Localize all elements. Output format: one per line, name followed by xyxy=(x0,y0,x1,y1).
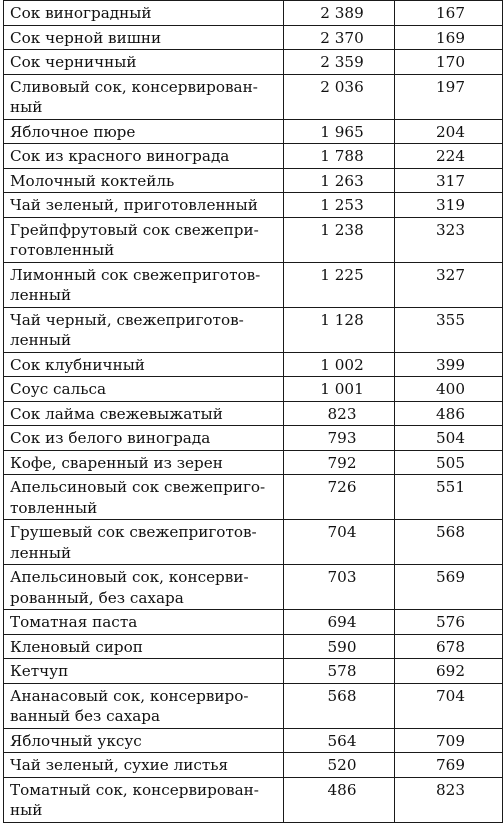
table-row xyxy=(4,50,503,75)
row-value: 1 263 xyxy=(284,168,395,193)
row-value: 590 xyxy=(284,634,395,659)
row-name: Кофе, сваренный из зерен xyxy=(4,450,284,475)
row-name: Молочный коктейль xyxy=(4,168,284,193)
row-name: Грушевый сок свежеприготов-ленный xyxy=(4,520,284,565)
row-rank: 167 xyxy=(395,1,503,26)
row-name: Сливовый сок, консервирован-ный xyxy=(4,74,284,119)
row-name: Чай зеленый, приготовленный xyxy=(4,193,284,218)
row-value: 568 xyxy=(284,683,395,728)
table-row xyxy=(4,659,503,684)
row-name: Сок лайма свежевыжатый xyxy=(4,401,284,426)
row-name: Сок черной вишни xyxy=(4,25,284,50)
table-row xyxy=(4,193,503,218)
row-rank: 486 xyxy=(395,401,503,426)
row-rank: 317 xyxy=(395,168,503,193)
table-row xyxy=(4,634,503,659)
table-row xyxy=(4,610,503,635)
row-rank: 568 xyxy=(395,520,503,565)
row-rank: 709 xyxy=(395,728,503,753)
table-row xyxy=(4,307,503,352)
row-rank: 400 xyxy=(395,377,503,402)
row-value: 2 036 xyxy=(284,74,395,119)
row-name: Кетчуп xyxy=(4,659,284,684)
table-row xyxy=(4,74,503,119)
row-value: 486 xyxy=(284,777,395,822)
data-table xyxy=(3,0,503,823)
row-rank: 197 xyxy=(395,74,503,119)
row-rank: 170 xyxy=(395,50,503,75)
row-name: Чай черный, свежеприготов-ленный xyxy=(4,307,284,352)
row-value: 823 xyxy=(284,401,395,426)
table-row xyxy=(4,777,503,822)
row-value: 1 253 xyxy=(284,193,395,218)
table-row xyxy=(4,728,503,753)
row-value: 520 xyxy=(284,753,395,778)
row-rank: 504 xyxy=(395,426,503,451)
table-row xyxy=(4,377,503,402)
row-value: 1 238 xyxy=(284,217,395,262)
row-value: 578 xyxy=(284,659,395,684)
row-name: Томатный сок, консервирован-ный xyxy=(4,777,284,822)
row-value: 1 002 xyxy=(284,352,395,377)
row-name: Грейпфрутовый сок свежепри-готовленный xyxy=(4,217,284,262)
table-row xyxy=(4,217,503,262)
row-name: Апельсиновый сок, консерви-рованный, без сахара xyxy=(4,565,284,610)
row-value: 694 xyxy=(284,610,395,635)
table-row xyxy=(4,401,503,426)
row-value: 1 128 xyxy=(284,307,395,352)
row-name: Лимонный сок свежеприготов-ленный xyxy=(4,262,284,307)
row-value: 1 001 xyxy=(284,377,395,402)
row-value: 793 xyxy=(284,426,395,451)
row-value: 703 xyxy=(284,565,395,610)
row-rank: 569 xyxy=(395,565,503,610)
table-row xyxy=(4,683,503,728)
row-name: Сок клубничный xyxy=(4,352,284,377)
table-row xyxy=(4,753,503,778)
row-name: Соус сальса xyxy=(4,377,284,402)
row-rank: 505 xyxy=(395,450,503,475)
table-body xyxy=(4,1,503,823)
row-name: Яблочное пюре xyxy=(4,119,284,144)
table-row xyxy=(4,352,503,377)
row-name: Томатная паста xyxy=(4,610,284,635)
table-row xyxy=(4,426,503,451)
row-rank: 769 xyxy=(395,753,503,778)
row-rank: 224 xyxy=(395,144,503,169)
table-row xyxy=(4,144,503,169)
row-name: Сок черничный xyxy=(4,50,284,75)
row-rank: 399 xyxy=(395,352,503,377)
row-value: 2 370 xyxy=(284,25,395,50)
row-rank: 551 xyxy=(395,475,503,520)
row-rank: 823 xyxy=(395,777,503,822)
row-rank: 319 xyxy=(395,193,503,218)
row-value: 704 xyxy=(284,520,395,565)
table-row xyxy=(4,119,503,144)
table-row xyxy=(4,475,503,520)
table-row xyxy=(4,1,503,26)
row-name: Сок из белого винограда xyxy=(4,426,284,451)
row-rank: 355 xyxy=(395,307,503,352)
row-value: 2 389 xyxy=(284,1,395,26)
row-value: 564 xyxy=(284,728,395,753)
row-value: 1 788 xyxy=(284,144,395,169)
table-row xyxy=(4,25,503,50)
row-rank: 204 xyxy=(395,119,503,144)
row-value: 792 xyxy=(284,450,395,475)
table-row xyxy=(4,565,503,610)
row-value: 726 xyxy=(284,475,395,520)
row-rank: 576 xyxy=(395,610,503,635)
row-name: Сок из красного винограда xyxy=(4,144,284,169)
row-name: Чай зеленый, сухие листья xyxy=(4,753,284,778)
table-row xyxy=(4,168,503,193)
row-value: 2 359 xyxy=(284,50,395,75)
table-row xyxy=(4,262,503,307)
row-rank: 704 xyxy=(395,683,503,728)
row-rank: 678 xyxy=(395,634,503,659)
row-name: Сок виноградный xyxy=(4,1,284,26)
row-rank: 323 xyxy=(395,217,503,262)
row-name: Кленовый сироп xyxy=(4,634,284,659)
row-value: 1 225 xyxy=(284,262,395,307)
row-name: Ананасовый сок, консервиро-ванный без сахара xyxy=(4,683,284,728)
table-row xyxy=(4,450,503,475)
row-value: 1 965 xyxy=(284,119,395,144)
row-rank: 692 xyxy=(395,659,503,684)
row-rank: 327 xyxy=(395,262,503,307)
row-rank: 169 xyxy=(395,25,503,50)
row-name: Апельсиновый сок свежеприго-товленный xyxy=(4,475,284,520)
table-row xyxy=(4,520,503,565)
row-name: Яблочный уксус xyxy=(4,728,284,753)
